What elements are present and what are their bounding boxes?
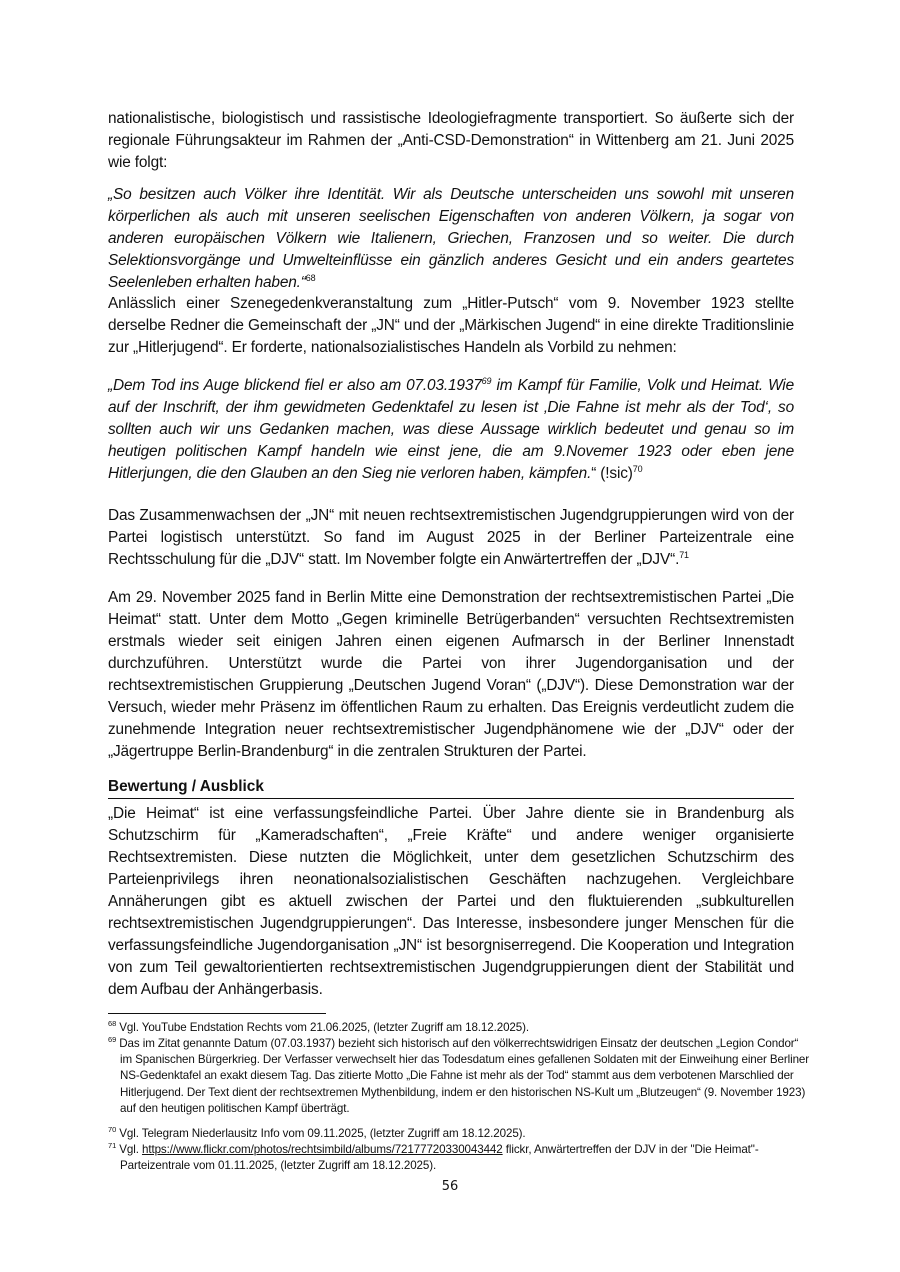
- quote-fahne-text-b: im Kampf für Familie, Volk und Heimat. Wie auf der Inschrift, der ihm gewidmeten Gedenktafel zu lesen ist ‚Die Fahne ist mehr als der Tod‘, so sollten auch wir uns Gedanken machen, was diese Aussage wirklich bedeutet und genau so im heutigen politischen Kampf handeln wie einst jene, die am 9.Novemer 1923 oder eben jene Hitlerjungen, die den Glauben an den Sieg nie verloren haben, kämpfen.: [108, 377, 794, 482]
- paragraph-intro: nationalistische, biologistisch und rassistische Ideologiefragmente transportiert. So äußerte sich der regionale Führungsakteur im Rahmen der „Anti-CSD-Demonstration“ in Wittenberg am 21. Juni 2025 wie folgt:: [108, 110, 794, 171]
- footnote-ref-71[interactable]: 71: [679, 549, 689, 560]
- footnote-71: [108, 1142, 810, 1174]
- section-heading: Bewertung / Ausblick: [108, 778, 264, 795]
- quote-identity: [108, 184, 794, 294]
- footnote-70: [108, 1126, 810, 1142]
- footnote-text: flickr, Anwärtertreffen der DJV in der "Die Heimat"-Parteizentrale vom 01.11.2025, (letzter Zugriff am 18.12.2025).: [120, 1143, 759, 1173]
- paragraph-djv: [108, 505, 794, 571]
- page-number: 56: [441, 1179, 459, 1194]
- quote-fahne-text-a: „Dem Tod ins Auge blickend fiel er also am 07.03.1937: [108, 377, 482, 394]
- heading-underline: [108, 798, 794, 799]
- footnote-separator: [108, 1013, 326, 1014]
- footnote-number: 70: [108, 1125, 117, 1135]
- footnote-text: Vgl. Telegram Niederlausitz Info vom 09.11.2025, (letzter Zugriff am 18.12.2025).: [116, 1127, 526, 1140]
- quote-fahne-sic: “ (!sic): [591, 465, 633, 482]
- footnote-text-prefix: Vgl.: [116, 1143, 142, 1156]
- paragraph-demonstration: Am 29. November 2025 fand in Berlin Mitte eine Demonstration der rechtsextremistischen Partei „Die Heimat“ statt. Unter dem Motto „Gegen kriminelle Betrügerbanden“ versuchten Rechtsextremisten erstmals wieder seit einigen Jahren einen eigenen Aufmarsch in der Berliner Innenstadt durchzuführen. Unterstützt wurde die Partei von ihrer Jugendorganisation und der rechtsextremistischen Gruppierung „Deutschen Jugend Voran“ („DJV“). Diese Demonstration war der Versuch, wieder mehr Präsenz im öffentlichen Raum zu erhalten. Das Ereignis verdeutlicht zudem die zunehmende Integration neuer rechtsextremistischer Jugendphänomene wie der „DJV“ oder der „Jägertruppe Berlin-Brandenburg“ in die zentralen Strukturen der Partei.: [108, 589, 794, 760]
- paragraph-hitler-putsch: Anlässlich einer Szenegedenkveranstaltung zum „Hitler-Putsch“ vom 9. November 1923 stellte derselbe Redner die Gemeinschaft der „JN“ und der „Märkischen Jugend“ in eine direkte Traditionslinie zur „Hitlerjugend“. Er forderte, nationalsozialistisches Handeln als Vorbild zu nehmen:: [108, 295, 794, 356]
- footnote-ref-68[interactable]: 68: [305, 272, 316, 283]
- footnote-68: [108, 1020, 810, 1036]
- paragraph-djv-text: Das Zusammenwachsen der „JN“ mit neuen rechtsextremistischen Jugendgruppierungen wird von der Partei logistisch unterstützt. So fand im August 2025 in der Berliner Parteizentrale eine Rechtsschulung für die „DJV“ statt. Im November folgte ein Anwärtertreffen der „DJV“.: [108, 507, 794, 568]
- footnote-ref-69[interactable]: 69: [481, 375, 492, 386]
- footnote-number: 71: [108, 1141, 117, 1151]
- footnote-number: 69: [108, 1035, 117, 1045]
- footnote-ref-70[interactable]: 70: [632, 463, 643, 474]
- footnote-text: Das im Zitat genannte Datum (07.03.1937) bezieht sich historisch auf den völkerrechtswidrigen Einsatz der deutschen „Legion Condor“ im Spanischen Bürgerkrieg. Der Verfasser verwechselt hier das Todesdatum eines gefallenen Soldaten mit der Einweihung einer Berliner NS-Gedenktafel an exakt diesem Tag. Das zitierte Motto „Die Fahne ist mehr als der Tod“ stammt aus dem verbotenen Marschlied der Hitlerjugend. Der Text dient der rechtsextremen Mythenbildung, indem er den historischen NS-Kult um „Blutzeugen“ (9. November 1923) auf den heutigen politischen Kampf überträgt.: [116, 1037, 810, 1115]
- flickr-link[interactable]: https://www.flickr.com/photos/rechtsimbild/albums/72177720330043442: [141, 1143, 503, 1156]
- quote-fahne: [108, 375, 794, 485]
- paragraph-assessment: „Die Heimat“ ist eine verfassungsfeindliche Partei. Über Jahre diente sie in Brandenburg als Schutzschirm für „Kameradschaften“, „Freie Kräfte“ und andere weniger organisierte Rechtsextremisten. Diese nutzten die Möglichkeit, unter dem gesetzlichen Schutzschirm des Parteienprivilegs ihren neonationalsozialistischen Geschäften nachzugehen. Vergleichbare Annäherungen gibt es aktuell zwischen der Partei und den fluktuierenden „subkulturellen rechtsextremistischen Jugendgruppierungen“. Das Interesse, insbesondere junger Menschen für die verfassungsfeindliche Jugendorganisation „JN“ ist besorgniserregend. Die Kooperation und Integration von zum Teil gewaltorientierten rechtsextremistischen Jugendgruppierungen dient der Stabilität und dem Aufbau der Anhängerbasis.: [108, 805, 794, 998]
- footnote-text: Vgl. YouTube Endstation Rechts vom 21.06.2025, (letzter Zugriff am 18.12.2025).: [116, 1021, 530, 1034]
- footnote-69: [108, 1036, 810, 1117]
- footnote-number: 68: [108, 1019, 117, 1029]
- quote-identity-text: „So besitzen auch Völker ihre Identität. Wir als Deutsche unterscheiden uns sowohl mit unseren körperlichen als auch mit unseren seelischen Eigenschaften von anderen Völkern, ja sogar von anderen europäischen Völkern wie Italienern, Griechen, Franzosen und so weiter. Die durch Selektionsvorgänge und Umwelteinflüsse ein gänzlich anderes Gesicht und ein anders geartetes Seelenleben erhalten haben.“: [108, 186, 794, 291]
